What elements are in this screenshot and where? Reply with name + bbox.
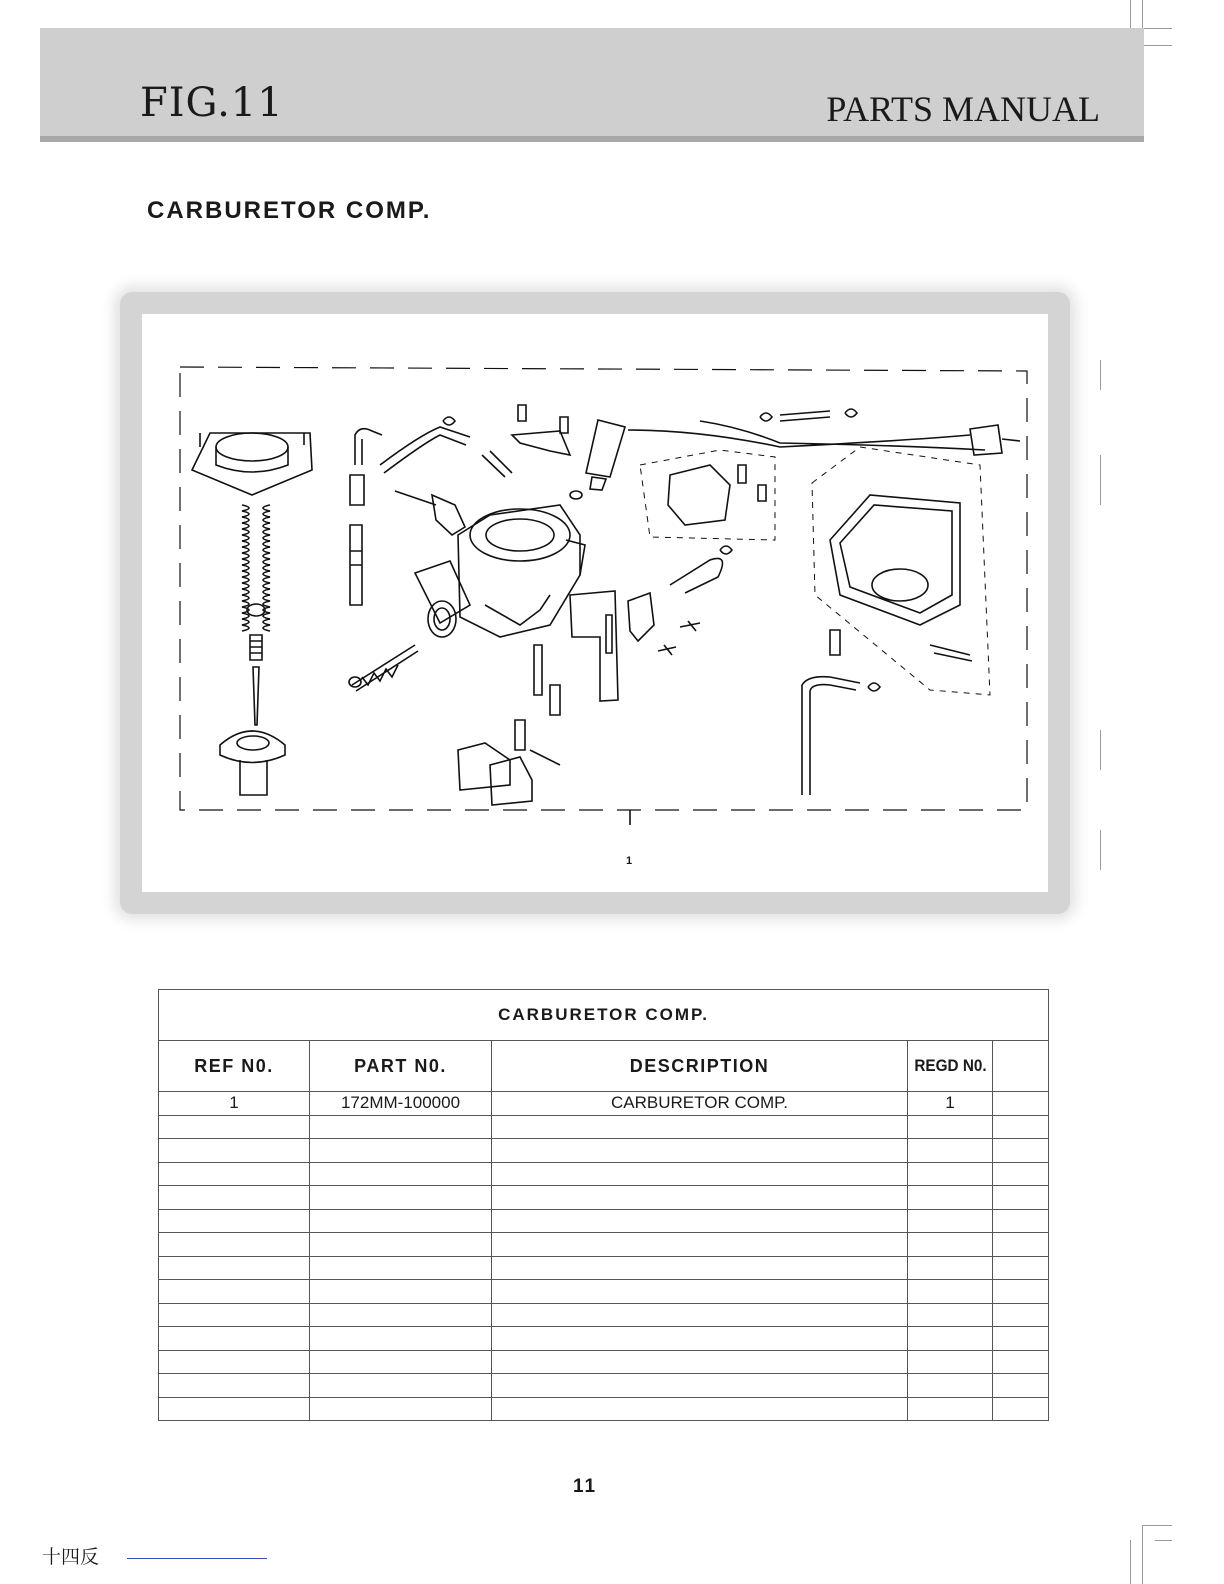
table-row <box>159 1397 1049 1421</box>
needle-jet <box>550 685 560 715</box>
table-row <box>159 1374 1049 1398</box>
drain-hose <box>802 677 860 795</box>
table-cell <box>310 1233 492 1257</box>
needle-valve <box>606 615 612 653</box>
table-cell <box>159 1327 310 1351</box>
main-jet <box>534 645 542 695</box>
vent-tube <box>350 525 362 605</box>
table-cell <box>159 1115 310 1139</box>
table-cell <box>993 1327 1049 1351</box>
screw <box>658 645 676 655</box>
table-cell <box>159 1374 310 1398</box>
table-cell <box>908 1397 993 1421</box>
table-cell <box>993 1186 1049 1210</box>
table-cell <box>159 1162 310 1186</box>
tps-box <box>640 450 775 540</box>
table-cell <box>908 1303 993 1327</box>
connector-pin <box>1002 439 1020 441</box>
cable-bracket <box>432 495 465 535</box>
table-row <box>159 1209 1049 1233</box>
table-cell <box>159 1280 310 1304</box>
col-description: DESCRIPTION <box>492 1041 908 1092</box>
table-cell: 172MM-100000 <box>310 1092 492 1116</box>
table-cell <box>908 1350 993 1374</box>
table-row <box>159 1350 1049 1374</box>
page-number: 11 <box>572 1476 598 1497</box>
table-cell <box>310 1139 492 1163</box>
o-ring <box>349 677 361 687</box>
table-cell <box>310 1186 492 1210</box>
table-cell <box>492 1162 908 1186</box>
table-row <box>159 1327 1049 1351</box>
table-cell: 1 <box>908 1092 993 1116</box>
starter-plunger <box>586 420 625 490</box>
table-cell <box>908 1115 993 1139</box>
tps-sensor <box>668 465 730 525</box>
table-cell <box>908 1256 993 1280</box>
table-cell <box>993 1162 1049 1186</box>
clip <box>868 683 880 691</box>
table-cell <box>492 1350 908 1374</box>
tps-screw <box>738 465 746 483</box>
elbow-hose <box>670 558 723 593</box>
table-cell <box>908 1209 993 1233</box>
crop-mark <box>1130 0 1131 28</box>
table-cell <box>993 1374 1049 1398</box>
drain-screw <box>930 645 972 661</box>
table-cell <box>492 1303 908 1327</box>
table-row <box>159 1186 1049 1210</box>
connector <box>970 425 1002 455</box>
table-cell <box>492 1280 908 1304</box>
slide-valve <box>220 731 285 795</box>
float-bowl-box <box>812 447 990 695</box>
table-cell <box>492 1209 908 1233</box>
screw <box>680 621 700 631</box>
table-row <box>159 1139 1049 1163</box>
hose-short <box>482 451 512 477</box>
crop-mark <box>1130 1540 1131 1584</box>
figure-label: FIG.11 <box>140 80 284 126</box>
table-cell <box>310 1303 492 1327</box>
tps-screw <box>758 485 766 501</box>
spring <box>242 505 270 631</box>
table-cell <box>993 1209 1049 1233</box>
table-cell <box>492 1186 908 1210</box>
table-cell <box>908 1327 993 1351</box>
table-cell <box>908 1233 993 1257</box>
clip <box>443 417 455 425</box>
table-cell <box>492 1327 908 1351</box>
manual-title: PARTS MANUAL <box>826 89 1100 129</box>
jet-needle <box>253 667 259 725</box>
table-cell <box>993 1256 1049 1280</box>
table-cell <box>908 1162 993 1186</box>
table-cell <box>310 1280 492 1304</box>
table-cell <box>492 1256 908 1280</box>
table-cell <box>159 1233 310 1257</box>
callout-ref-1: 1 <box>626 855 633 867</box>
screw <box>518 405 526 421</box>
table-row <box>159 1303 1049 1327</box>
crop-mark <box>1100 455 1101 505</box>
table-cell <box>310 1374 492 1398</box>
table-cell <box>310 1397 492 1421</box>
table-cell <box>993 1350 1049 1374</box>
table-cell <box>310 1350 492 1374</box>
table-cell <box>492 1115 908 1139</box>
pilot-jet <box>515 720 525 750</box>
crop-mark <box>1142 1525 1143 1584</box>
table-cell <box>993 1233 1049 1257</box>
table-cell <box>310 1162 492 1186</box>
table-title: CARBURETOR COMP. <box>159 990 1049 1041</box>
table-cell <box>908 1374 993 1398</box>
footer-rule <box>127 1558 267 1559</box>
table-row <box>159 1162 1049 1186</box>
screw <box>560 417 568 433</box>
table-cell <box>310 1115 492 1139</box>
col-extra <box>993 1041 1049 1092</box>
table-cell <box>159 1350 310 1374</box>
crop-mark <box>1100 830 1101 870</box>
table-cell <box>310 1209 492 1233</box>
needle-spring <box>250 635 262 660</box>
table-cell <box>908 1280 993 1304</box>
table-cell <box>993 1139 1049 1163</box>
clip <box>720 546 732 554</box>
table-row <box>159 1280 1049 1304</box>
table-cell <box>159 1186 310 1210</box>
table-cell <box>993 1092 1049 1116</box>
crop-mark <box>1155 1540 1172 1541</box>
table-cell <box>492 1374 908 1398</box>
table-cell <box>159 1303 310 1327</box>
throttle-link <box>628 593 654 641</box>
table-cell: CARBURETOR COMP. <box>492 1092 908 1116</box>
table-cell <box>993 1397 1049 1421</box>
crop-mark <box>1142 45 1172 46</box>
table-cell <box>993 1280 1049 1304</box>
crop-mark <box>1100 360 1101 390</box>
table-row <box>159 1092 1049 1116</box>
clip <box>845 409 857 417</box>
cable-fitting <box>395 491 436 505</box>
table-cell: 1 <box>159 1092 310 1116</box>
wire-harness <box>628 430 970 447</box>
table-row <box>159 1256 1049 1280</box>
section-title: CARBURETOR COMP. <box>147 197 432 224</box>
table-cell <box>310 1327 492 1351</box>
col-part-no: PART N0. <box>310 1041 492 1092</box>
table-cell <box>492 1233 908 1257</box>
col-ref-no: REF N0. <box>159 1041 310 1092</box>
table-cell <box>993 1303 1049 1327</box>
table-row <box>159 1115 1049 1139</box>
bent-pipe <box>380 427 470 473</box>
float <box>458 743 532 805</box>
table-cell <box>492 1139 908 1163</box>
col-regd-no: REGD N0. <box>912 1041 989 1092</box>
table-cell <box>492 1397 908 1421</box>
needle-valve-plate <box>570 591 618 701</box>
vent-hose <box>355 429 382 465</box>
float-pin <box>530 750 560 765</box>
upper-hose <box>780 411 830 421</box>
table-cell <box>159 1209 310 1233</box>
table-cell <box>993 1115 1049 1139</box>
table-cell <box>159 1256 310 1280</box>
crop-mark <box>1100 730 1101 770</box>
wire-harness <box>700 421 985 450</box>
crop-mark <box>1142 1525 1172 1526</box>
footer-code: 十四反 <box>42 1546 100 1568</box>
table-cell <box>159 1139 310 1163</box>
clip <box>760 413 772 421</box>
screw <box>830 630 840 655</box>
crop-mark <box>1142 28 1172 29</box>
diaphragm-cover <box>192 433 312 495</box>
table-cell <box>310 1256 492 1280</box>
idle-screw <box>352 645 418 691</box>
washer <box>570 491 582 499</box>
table-row <box>159 1233 1049 1257</box>
table-cell <box>908 1139 993 1163</box>
table-cell <box>159 1397 310 1421</box>
exploded-diagram <box>140 355 1040 825</box>
bracket <box>512 431 570 455</box>
table-cell <box>908 1186 993 1210</box>
table-header-row <box>159 1041 1049 1092</box>
float-bowl <box>830 495 960 625</box>
fitting <box>350 475 364 505</box>
parts-table <box>158 989 1049 1421</box>
